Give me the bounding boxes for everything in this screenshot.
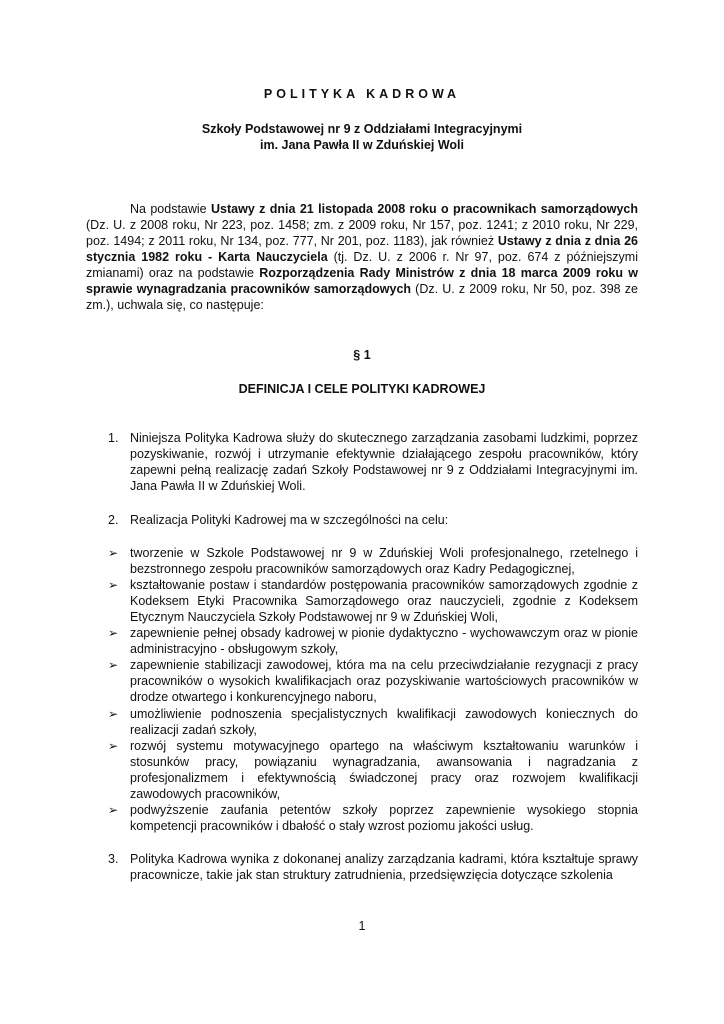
bullet-item [108, 738, 638, 802]
arrow-bullet-icon: ➢ [108, 546, 119, 560]
bullet-item [108, 625, 638, 657]
list-item [108, 512, 638, 528]
list-item [108, 851, 638, 883]
item-text: Polityka Kadrowa wynika z dokonanej analizy zarządzania kadrami, która kształtuje sprawy pracownicze, takie jak stan struktury zatrudnienia, przedsięwzięcia dotyczące szkolenia [130, 852, 638, 882]
item-number: 3. [108, 852, 119, 866]
bullet-text: podwyższenie zaufania petentów szkoły poprzez zapewnienie wysokiego stopnia kompetencji pracowników i dbałość o stały wzrost poziomu jakości usług. [130, 803, 638, 833]
arrow-bullet-icon: ➢ [108, 739, 119, 753]
arrow-bullet-icon: ➢ [108, 578, 119, 592]
bullet-text: umożliwienie podnoszenia specjalistycznych kwalifikacji zawodowych koniecznych do realizacji zadań szkoły, [130, 707, 638, 737]
bullet-text: kształtowanie postaw i standardów postępowania pracowników samorządowych zgodnie z Kodeksem Etyki Pracownika Samorządowego oraz nauczycieli, zgodnie z Kodeksem Etycznym Nauczyciela Szkoły Podstawowej nr 9 w Zduńskiej Woli, [130, 578, 638, 624]
arrow-bullet-icon: ➢ [108, 707, 119, 721]
bullet-text: zapewnienie stabilizacji zawodowej, która ma na celu przeciwdziałanie rezygnacji z pracy pracowników o wysokich kwalifikacjach oraz pozyskiwanie wartościowych pracowników w drodze otwartego i konkurencyjnego naboru, [130, 658, 638, 704]
bullet-item [108, 545, 638, 577]
list-item [108, 430, 638, 494]
item-text: Niniejsza Polityka Kadrowa służy do skutecznego zarządzania zasobami ludzkimi, poprzez pozyskiwanie, rozwój i utrzymanie efektywnie działającego zespołu pracowników, który zapewni pełną realizację zadań Szkoły Podstawowej nr 9 z Oddziałami Integracyjnymi im. Jana Pawła II w Zduńskiej Woli. [130, 431, 638, 493]
intro-bold-1: Ustawy z dnia 21 listopada 2008 roku o pracownikach samorządowych [211, 202, 638, 216]
intro-paragraph [86, 201, 638, 313]
section-heading: DEFINICJA I CELE POLITYKI KADROWEJ [238, 382, 486, 396]
intro-bold-3: Rozporządzenia Rady Ministrów z dnia 18 marca 2009 roku w sprawie wynagradzania pracowników samorządowych [86, 266, 638, 296]
arrow-bullet-icon: ➢ [108, 658, 119, 672]
intro-text-2: (Dz. U. z 2008 roku, Nr 223, poz. 1458; zm. z 2009 roku, Nr 157, poz. 1241; z 2010 roku, Nr 229, poz. 1494; z 2011 roku, Nr 134, poz. 777, Nr 201, poz. 1183), jak również [86, 218, 638, 248]
page-number: 1 [358, 919, 366, 933]
intro-text-1: Na podstawie [130, 202, 212, 216]
school-name-line1: Szkoły Podstawowej nr 9 z Oddziałami Integracyjnymi [201, 122, 523, 136]
intro-text-3: (tj. Dz. U. z 2006 r. Nr 97, poz. 674 z późniejszymi zmianami) oraz na podstawie [86, 250, 639, 280]
bullet-item [108, 657, 638, 705]
bullet-text: zapewnienie pełnej obsady kadrowej w pionie dydaktyczno - wychowawczym oraz w pionie administracyjno - obsługowym szkoły, [130, 626, 638, 656]
arrow-bullet-icon: ➢ [108, 626, 119, 640]
section-number: § 1 [353, 348, 371, 362]
item-number: 1. [108, 431, 119, 445]
bullet-item [108, 706, 638, 738]
intro-text-4: (Dz. U. z 2009 roku, Nr 50, poz. 398 ze zm.), uchwala się, co następuje: [86, 282, 638, 312]
bullet-item [108, 577, 638, 625]
bullet-text: rozwój systemu motywacyjnego opartego na właściwym kształtowaniu warunków i stosunków pracy, powiązaniu wynagradzania, awansowania i nagradzania z profesjonalizmem i efektywnością świadczonej pracy oraz rozwojem kwalifikacji zawodowych pracowników, [130, 739, 638, 801]
document-title: POLITYKA KADROWA [263, 87, 461, 101]
item-number: 2. [108, 513, 119, 527]
intro-bold-2: Ustawy z dnia z dnia 26 stycznia 1982 roku - Karta Nauczyciela [86, 234, 638, 264]
arrow-bullet-icon: ➢ [108, 803, 119, 817]
item-text: Realizacja Polityki Kadrowej ma w szczególności na celu: [130, 513, 449, 527]
school-name-line2: im. Jana Pawła II w Zduńskiej Woli [260, 138, 464, 152]
bullet-text: tworzenie w Szkole Podstawowej nr 9 w Zduńskiej Woli profesjonalnego, rzetelnego i bezstronnego zespołu pracowników samorządowych oraz Kadry Pedagogicznej, [130, 546, 638, 576]
bullet-item [108, 802, 638, 834]
